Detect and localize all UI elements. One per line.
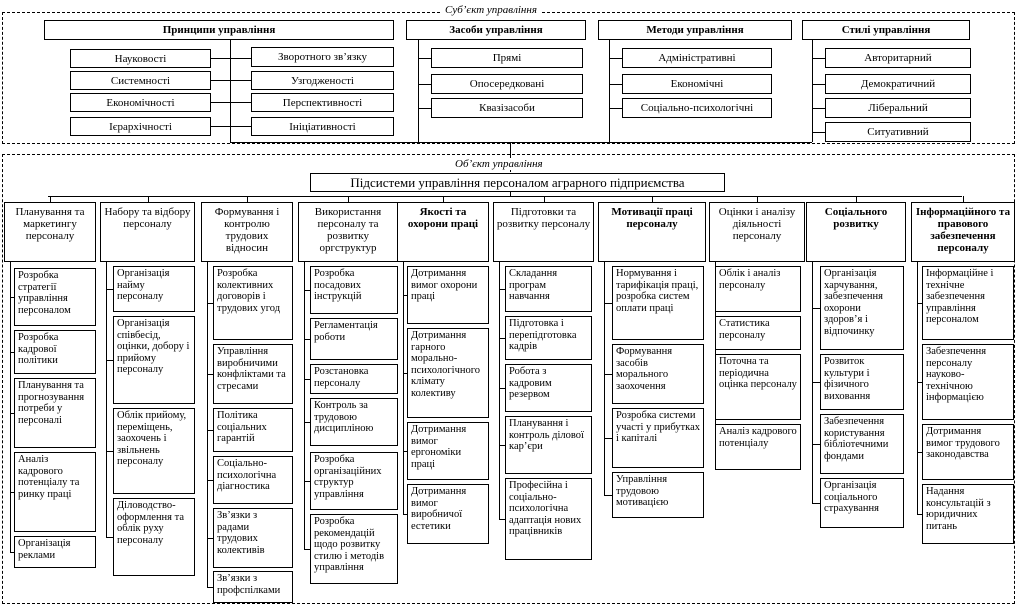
subsystem-item: Дотримання вимог ергономіки праці xyxy=(407,422,489,480)
means-header: Засоби управління xyxy=(406,20,586,40)
object-caption: Об’єкт управління xyxy=(452,158,546,170)
subsystem-header xyxy=(100,202,195,262)
subsystem-item: Організація найму персоналу xyxy=(113,266,195,312)
subsystem-header xyxy=(298,202,398,262)
subsystem-title: Планування та маркетингу персоналу xyxy=(15,206,85,242)
subsystem-item: Політика соціальних гарантій xyxy=(213,408,293,452)
subsystem-title: Якості та охорони праці xyxy=(407,206,479,230)
subsystem-item: Розробка посадових інструкцій xyxy=(310,266,398,314)
subsystem-item: Соціально-психологічна діагностика xyxy=(213,456,293,504)
subsystem-item: Зв’язки з профспілками xyxy=(213,571,293,603)
subsystem-item: Діловодство-оформлення та облік руху персоналу xyxy=(113,498,195,576)
subsystem-item: Складання програм навчання xyxy=(505,266,592,312)
subsystem-item: Розробка рекомендацій щодо розвитку стилю і методів управління xyxy=(310,514,398,584)
subsystem-item: Дотримання вимог охорони праці xyxy=(407,266,489,324)
principles-header: Принципи управління xyxy=(44,20,394,40)
subsystem-item: Робота з кадровим резервом xyxy=(505,364,592,412)
subsystem-header xyxy=(4,202,96,262)
subsystem-item: Планування і контроль ділової кар’єри xyxy=(505,416,592,474)
subsystem-item: Забезпечення користування бібліотечними фондами xyxy=(820,414,904,474)
subsystem-title: Використання персоналу та розвитку оргструктур xyxy=(314,206,382,254)
subsystem-item: Планування та прогнозування потреби у персоналі xyxy=(14,378,96,448)
subsystem-header xyxy=(493,202,594,262)
subsystem-item: Статистика персоналу xyxy=(715,316,801,350)
subsystem-title: Формування і контролю трудових відносин xyxy=(214,206,280,254)
means-item: Прямі xyxy=(431,48,583,68)
subsystem-header xyxy=(911,202,1015,262)
subsystem-item: Розвиток культури і фізичного виховання xyxy=(820,354,904,410)
subsystem-item: Управління виробничими конфліктами та стресами xyxy=(213,344,293,404)
subsystem-item: Організація соціального страхування xyxy=(820,478,904,528)
subsystem-title: Набору та відбору персоналу xyxy=(104,206,191,230)
subsystem-item: Надання консультацій з юридичних питань xyxy=(922,484,1014,544)
subsystem-title: Інформаційного та правового забезпечення персоналу xyxy=(915,206,1011,254)
subject-caption: Суб’єкт управління xyxy=(442,4,540,16)
means-item: Опосередковані xyxy=(431,74,583,94)
subsystem-title: Мотивації праці персоналу xyxy=(611,206,693,230)
subsystem-item: Облік прийому, переміщень, заохочень і звільнень персоналу xyxy=(113,408,195,494)
subsystem-item: Дотримання вимог трудового законодавства xyxy=(922,424,1014,480)
subsystem-item: Дотримання гарного морально-психологічного клімату колективу xyxy=(407,328,489,418)
styles-item: Авторитарний xyxy=(825,48,971,68)
subsystem-header xyxy=(598,202,706,262)
principle-item: Зворотного зв’язку xyxy=(251,47,394,67)
subsystem-item: Формування засобів морального заохочення xyxy=(612,344,704,404)
principle-item: Узгодженості xyxy=(251,71,394,90)
subsystem-item: Нормування і тарифікація праці, розробка систем оплати праці xyxy=(612,266,704,340)
subsystem-header xyxy=(201,202,293,262)
subsystem-title: Підготовки та розвитку персоналу xyxy=(496,206,591,230)
subsystem-item: Аналіз кадрового потенціалу та ринку праці xyxy=(14,452,96,532)
principle-item: Ініціативності xyxy=(251,117,394,136)
subsystem-item: Розробка стратегії управління персоналом xyxy=(14,268,96,326)
subsystem-item: Зв’язки з радами трудових колективів xyxy=(213,508,293,568)
styles-header: Стилі управління xyxy=(802,20,970,40)
subsystem-item: Розстановка персоналу xyxy=(310,364,398,394)
subsystem-item: Організація харчування, забезпечення охорони здоров’я і відпочинку xyxy=(820,266,904,350)
methods-header: Методи управління xyxy=(598,20,792,40)
subsystem-item: Регламентація роботи xyxy=(310,318,398,360)
subsystem-item: Професійна і соціально-психологічна адаптація нових працівників xyxy=(505,478,592,560)
principle-item: Перспективності xyxy=(251,93,394,112)
subsystem-header xyxy=(806,202,906,262)
means-item: Квазізасоби xyxy=(431,98,583,118)
subsystem-item: Підготовка і перепідготовка кадрів xyxy=(505,316,592,360)
principle-item: Науковості xyxy=(70,49,211,68)
principle-item: Системності xyxy=(70,71,211,90)
principle-item: Ієрархічності xyxy=(70,117,211,136)
methods-item: Економічні xyxy=(622,74,772,94)
principle-item: Економічності xyxy=(70,93,211,112)
subsystem-item: Поточна та періодична оцінка персоналу xyxy=(715,354,801,420)
subsystem-title: Оцінки і аналізу діяльності персоналу xyxy=(718,206,796,242)
subsystem-item: Дотримання вимог виробничої естетики xyxy=(407,484,489,544)
subsystem-item: Розробка колективних договорів і трудових угод xyxy=(213,266,293,340)
subsystem-item: Розробка кадрової політики xyxy=(14,330,96,374)
methods-item: Соціально-психологічні xyxy=(622,98,772,118)
methods-item: Адміністративні xyxy=(622,48,772,68)
subsystem-item: Аналіз кадрового потенціалу xyxy=(715,424,801,470)
subsystem-item: Облік і аналіз персоналу xyxy=(715,266,801,312)
subsystem-item: Забезпечення персоналу науково-технічною інформацією xyxy=(922,344,1014,420)
subsystem-header xyxy=(709,202,805,262)
subsystem-item: Інформаційне і технічне забезпечення управління персоналом xyxy=(922,266,1014,340)
subsystem-item: Організація реклами xyxy=(14,536,96,568)
subsystem-item: Розробка системи участі у прибутках і капіталі xyxy=(612,408,704,468)
styles-item: Ліберальний xyxy=(825,98,971,118)
subsystem-item: Розробка організаційних структур управління xyxy=(310,452,398,510)
subsystem-item: Управління трудовою мотивацією xyxy=(612,472,704,518)
subsystem-title: Соціального розвитку xyxy=(824,206,888,230)
subsystem-item: Організація співбесід, оцінки, добору і прийому персоналу xyxy=(113,316,195,404)
subsystem-header xyxy=(397,202,489,262)
object-main-title: Підсистеми управління персоналом аграрного підприємства xyxy=(310,173,725,192)
styles-item: Ситуативний xyxy=(825,122,971,142)
subsystem-item: Контроль за трудовою дисципліною xyxy=(310,398,398,446)
styles-item: Демократичний xyxy=(825,74,971,94)
